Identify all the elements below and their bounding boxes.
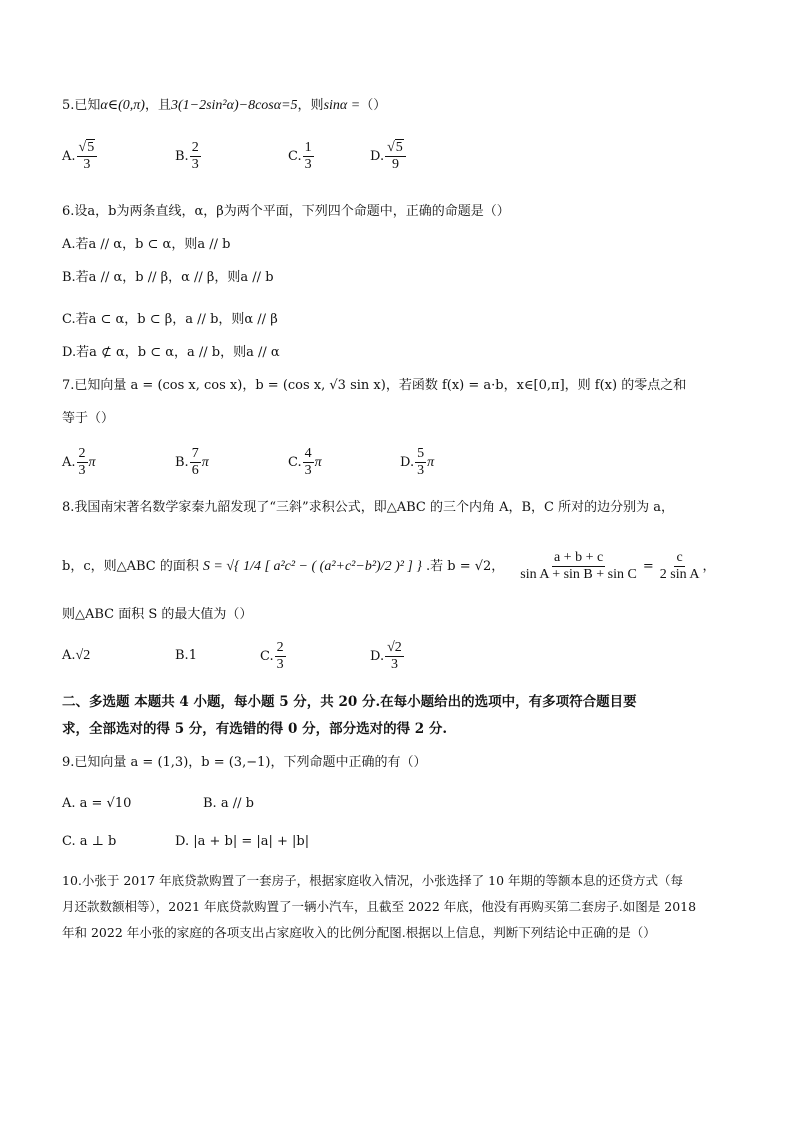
q6-option-d[interactable]: D.若a ⊄ α，b ⊂ α，a // b，则a // α: [62, 345, 280, 360]
q6-option-c[interactable]: C.若a ⊂ α，b ⊂ β，a // b，则α // β: [62, 312, 278, 327]
section-multi-choice-rules: 求，全部选对的得 5 分，有选错的得 0 分，部分选对的得 2 分.: [62, 721, 448, 737]
q9-stem: 9.已知向量 a = (1,3)，b = (3,−1)，下列命题中正确的有（）: [62, 755, 427, 770]
q8-option-a[interactable]: A.√2: [62, 648, 91, 663]
q8-ratio: $\frac{a + b + c}{\text{sin A + sin B + sin C}}$: [520, 550, 637, 582]
q5-paren: （）: [360, 98, 387, 113]
q8-option-b[interactable]: B.1: [175, 648, 197, 663]
q5-cond1: α∈(0,π): [100, 98, 145, 113]
q10-line-2: 月还款数额相等），2021 年底贷款购置了一辆小汽车，且截至 2022 年底，他没有再购买第二套房子.如图是 2018: [62, 899, 697, 914]
q10-line-3: 年和 2022 年小张的家庭的各项支出占家庭收入的比例分配图.根据以上信息，判断下列结论中正确的是（）: [62, 925, 656, 940]
q5-ask: sinα =: [323, 98, 361, 113]
q7-option-d[interactable]: D. $\frac{5}{3}$ π: [400, 446, 435, 478]
q8-stem: 8.我国南宋著名数学家秦九韶发现了“三斜”求积公式，即△ABC 的三个内角 A，B，C 所对的边分别为 a，: [62, 500, 674, 515]
q9-option-b[interactable]: B. a // b: [203, 796, 254, 811]
q6-option-a[interactable]: A.若a // α，b ⊂ α，则a // b: [62, 237, 231, 252]
q7-stem-cont: 等于（）: [62, 411, 115, 426]
q9-option-a[interactable]: A. a = √10: [62, 796, 132, 811]
q8-text-a: b，c，则△ABC 的面积: [62, 558, 199, 574]
q6-option-b[interactable]: B.若a // α，b // β，α // β，则a // b: [62, 270, 274, 285]
q8-option-c[interactable]: C. $\frac{2}{3}$: [260, 640, 284, 672]
q9-option-d[interactable]: D. |a + b| = |a| + |b|: [175, 834, 310, 849]
q8-area-formula: S = √{ 1/4 [ a²c² − ( (a²+c²−b²)/2 )² ] }: [202, 558, 422, 574]
q5-end: ，则: [297, 98, 324, 113]
q5-option-b[interactable]: B. $\frac{2}{3}$: [175, 140, 199, 172]
q5-option-c[interactable]: C. $\frac{1}{3}$: [288, 140, 312, 172]
q7-option-b[interactable]: B. $\frac{7}{6}$ π: [175, 446, 209, 478]
q9-option-c[interactable]: C. a ⊥ b: [62, 834, 117, 849]
q7-option-c[interactable]: C. $\frac{4}{3}$ π: [288, 446, 322, 478]
q5-mid: ，且: [144, 98, 171, 113]
q5-stem: [62, 97, 386, 115]
q8-option-d[interactable]: D. $\frac{√2}{3}$: [370, 640, 402, 672]
section-multi-choice-heading: 二、多选题 本题共 4 小题，每小题 5 分，共 20 分.在每小题给出的选项中，有多项符合题目要: [62, 694, 637, 710]
q8-ratio2: $\frac{c}{\text{2 sin A}}$: [659, 550, 700, 582]
q10-line-1: 10.小张于 2017 年底贷款购置了一套房子，根据家庭收入情况，小张选择了 10 年期的等额本息的还贷方式（每: [62, 873, 683, 888]
q10-stem: [62, 868, 742, 946]
q5-prefix: 5.已知: [62, 98, 101, 113]
q5-option-a[interactable]: A. $\frac{√5}{3}$: [62, 140, 98, 173]
q8-text-b: .若 b = √2，: [425, 558, 505, 574]
q8-formula-line: b，c，则△ABC 的面积 S = √{ 1/4 [ a²c² − ( (a²+c²−b²)/2 )² ] } .若 b = √2， $\frac{a + b + c}{\text{sin A + sin B + sin C}}$ = $\frac{c}{\text{2 sin A}}$ ，: [62, 550, 716, 582]
q5-cond2: 3(1−2sin²α)−8cosα=5: [170, 98, 298, 113]
q8-question: 则△ABC 面积 S 的最大值为（）: [62, 607, 253, 622]
q7-stem: 7.已知向量 a = (cos x, cos x)，b = (cos x, √3 sin x)，若函数 f(x) = a·b，x∈[0,π]，则 f(x) 的零点之和: [62, 378, 687, 393]
q5-option-d[interactable]: D. $\frac{√5}{9}$: [370, 140, 407, 173]
q6-stem: 6.设a，b为两条直线，α，β为两个平面，下列四个命题中，正确的命题是（）: [62, 204, 510, 219]
q7-option-a[interactable]: A. $\frac{2}{3}$ π: [62, 446, 96, 478]
